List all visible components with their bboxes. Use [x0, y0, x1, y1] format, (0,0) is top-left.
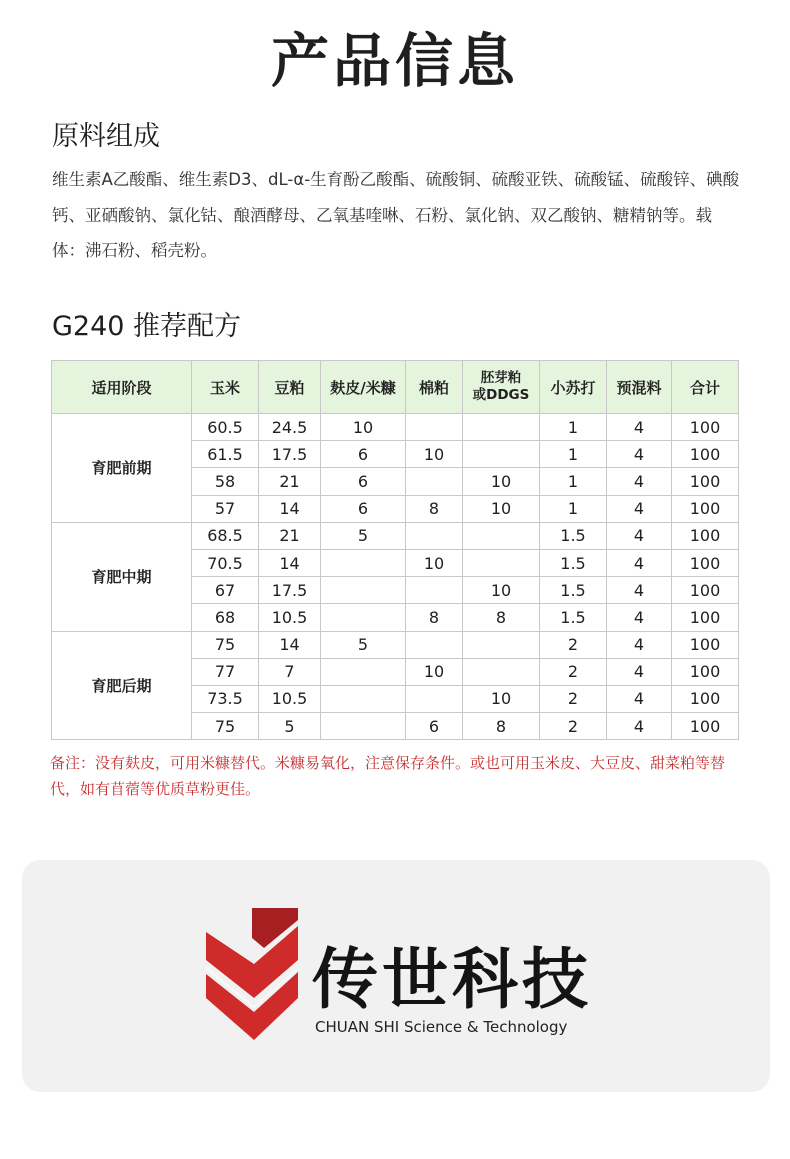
cell-bran: 5 — [321, 631, 406, 658]
cell-soymeal: 10.5 — [259, 685, 321, 712]
header-premix: 预混料 — [607, 361, 672, 414]
cell-soymeal: 17.5 — [259, 441, 321, 468]
cell-total: 100 — [672, 468, 739, 495]
cell-corn: 77 — [192, 658, 259, 685]
header-stage: 适用阶段 — [52, 361, 192, 414]
cell-corn: 68 — [192, 604, 259, 631]
cell-soymeal: 5 — [259, 713, 321, 740]
cell-germ: 10 — [463, 685, 540, 712]
cell-bran — [321, 713, 406, 740]
cell-cottonmeal — [406, 577, 463, 604]
chevron-logo-icon — [206, 908, 298, 1044]
cell-corn: 75 — [192, 713, 259, 740]
cell-premix: 4 — [607, 549, 672, 576]
formula-table — [51, 360, 739, 740]
header-bran: 麸皮/米糠 — [321, 361, 406, 414]
cell-total: 100 — [672, 685, 739, 712]
cell-corn: 60.5 — [192, 414, 259, 441]
cell-corn: 75 — [192, 631, 259, 658]
cell-soda: 1.5 — [540, 604, 607, 631]
header-corn: 玉米 — [192, 361, 259, 414]
page-title: 产品信息 — [270, 27, 519, 95]
cell-soymeal: 14 — [259, 495, 321, 522]
header-germ-line1: 胚芽粕 — [480, 370, 522, 386]
header-total: 合计 — [672, 361, 739, 414]
cell-total: 100 — [672, 522, 739, 549]
stage-label: 育肥前期 — [52, 414, 192, 523]
cell-total: 100 — [672, 549, 739, 576]
cell-soymeal: 24.5 — [259, 414, 321, 441]
cell-premix: 4 — [607, 631, 672, 658]
cell-bran: 6 — [321, 441, 406, 468]
cell-germ: 8 — [463, 604, 540, 631]
cell-cottonmeal: 8 — [406, 604, 463, 631]
cell-total: 100 — [672, 658, 739, 685]
cell-total: 100 — [672, 713, 739, 740]
cell-soda: 2 — [540, 713, 607, 740]
cell-cottonmeal — [406, 685, 463, 712]
cell-bran — [321, 685, 406, 712]
table-header-row — [52, 361, 739, 414]
cell-soda: 1.5 — [540, 577, 607, 604]
cell-soda: 1 — [540, 468, 607, 495]
cell-soymeal: 21 — [259, 522, 321, 549]
cell-premix: 4 — [607, 468, 672, 495]
stage-label: 育肥中期 — [52, 522, 192, 631]
cell-cottonmeal: 10 — [406, 549, 463, 576]
header-germ-line2: 或DDGS — [472, 387, 530, 403]
cell-corn: 67 — [192, 577, 259, 604]
cell-corn: 58 — [192, 468, 259, 495]
cell-corn: 57 — [192, 495, 259, 522]
cell-bran: 10 — [321, 414, 406, 441]
cell-premix: 4 — [607, 685, 672, 712]
cell-soymeal: 14 — [259, 631, 321, 658]
header-germ — [463, 361, 540, 414]
cell-corn: 73.5 — [192, 685, 259, 712]
cell-soda: 1.5 — [540, 549, 607, 576]
cell-bran — [321, 658, 406, 685]
cell-germ: 8 — [463, 713, 540, 740]
table-row — [52, 631, 739, 658]
cell-cottonmeal — [406, 414, 463, 441]
cell-germ — [463, 549, 540, 576]
header-soymeal: 豆粕 — [259, 361, 321, 414]
cell-soymeal: 7 — [259, 658, 321, 685]
cell-total: 100 — [672, 631, 739, 658]
cell-bran: 6 — [321, 468, 406, 495]
cell-cottonmeal — [406, 631, 463, 658]
cell-soymeal: 14 — [259, 549, 321, 576]
brand-name: 传世科技 — [312, 941, 592, 1018]
header-soda: 小苏打 — [540, 361, 607, 414]
cell-soymeal: 17.5 — [259, 577, 321, 604]
cell-premix: 4 — [607, 577, 672, 604]
brand-logo-card — [22, 860, 770, 1092]
cell-germ: 10 — [463, 577, 540, 604]
stage-label: 育肥后期 — [52, 631, 192, 740]
cell-cottonmeal: 10 — [406, 658, 463, 685]
cell-soda: 1.5 — [540, 522, 607, 549]
header-cottonmeal: 棉粕 — [406, 361, 463, 414]
composition-text: 维生素A乙酸酯、维生素D3、dL-α-生育酚乙酸酯、硫酸铜、硫酸亚铁、硫酸锰、硫酸锌、碘酸钙、亚硒酸钠、氯化钴、酿酒酵母、乙氧基喹啉、石粉、氯化钠、双乙酸钠、糖精钠等。载体：沸石粉、稻壳粉。 — [52, 170, 740, 260]
cell-cottonmeal — [406, 468, 463, 495]
table-row — [52, 414, 739, 441]
formula-table-body — [52, 414, 739, 740]
cell-germ — [463, 522, 540, 549]
cell-bran: 5 — [321, 522, 406, 549]
cell-premix: 4 — [607, 658, 672, 685]
cell-cottonmeal — [406, 522, 463, 549]
cell-soda: 2 — [540, 631, 607, 658]
cell-corn: 70.5 — [192, 549, 259, 576]
cell-premix: 4 — [607, 495, 672, 522]
cell-bran — [321, 604, 406, 631]
cell-bran — [321, 549, 406, 576]
cell-germ: 10 — [463, 468, 540, 495]
cell-germ — [463, 631, 540, 658]
formula-heading: G240 推荐配方 — [52, 311, 242, 342]
cell-soda: 1 — [540, 495, 607, 522]
cell-premix: 4 — [607, 522, 672, 549]
cell-bran: 6 — [321, 495, 406, 522]
cell-germ — [463, 414, 540, 441]
cell-corn: 61.5 — [192, 441, 259, 468]
cell-bran — [321, 577, 406, 604]
cell-total: 100 — [672, 441, 739, 468]
brand-english-name: CHUAN SHI Science & Technology — [315, 1018, 568, 1036]
cell-total: 100 — [672, 577, 739, 604]
cell-total: 100 — [672, 604, 739, 631]
composition-heading: 原料组成 — [52, 121, 160, 152]
cell-premix: 4 — [607, 713, 672, 740]
cell-cottonmeal: 10 — [406, 441, 463, 468]
cell-soymeal: 21 — [259, 468, 321, 495]
cell-cottonmeal: 8 — [406, 495, 463, 522]
cell-premix: 4 — [607, 414, 672, 441]
cell-germ: 10 — [463, 495, 540, 522]
cell-soda: 2 — [540, 658, 607, 685]
note-text: 备注：没有麸皮，可用米糠替代。米糠易氧化，注意保存条件。或也可用玉米皮、大豆皮、甜菜粕等替代，如有苜蓿等优质草粉更佳。 — [50, 754, 726, 798]
cell-soda: 1 — [540, 414, 607, 441]
table-row — [52, 522, 739, 549]
cell-cottonmeal: 6 — [406, 713, 463, 740]
cell-soymeal: 10.5 — [259, 604, 321, 631]
cell-soda: 2 — [540, 685, 607, 712]
cell-corn: 68.5 — [192, 522, 259, 549]
cell-premix: 4 — [607, 604, 672, 631]
cell-premix: 4 — [607, 441, 672, 468]
cell-germ — [463, 658, 540, 685]
cell-soda: 1 — [540, 441, 607, 468]
cell-total: 100 — [672, 495, 739, 522]
cell-germ — [463, 441, 540, 468]
cell-total: 100 — [672, 414, 739, 441]
